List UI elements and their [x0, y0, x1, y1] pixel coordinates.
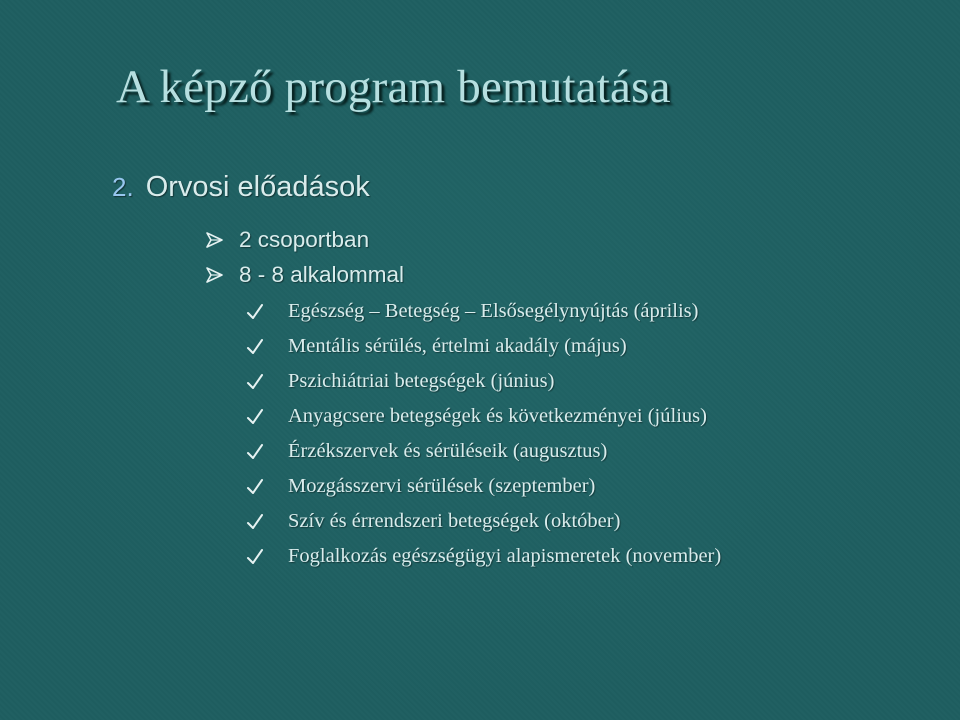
section-heading: Orvosi előadások: [145, 171, 370, 203]
list-item: [246, 434, 721, 469]
arrow-bullet-icon: [205, 265, 225, 285]
list-item: [246, 329, 721, 364]
list-item: [246, 504, 721, 539]
list-item: [246, 294, 721, 329]
checkmark-icon: [246, 548, 264, 566]
check-item-label: Foglalkozás egészségügyi alapismeretek (november): [288, 545, 722, 567]
list-item: [205, 257, 404, 292]
checkmark-icon: [246, 513, 264, 531]
checkmark-icon: [246, 373, 264, 391]
arrow-bullet-icon: [205, 230, 225, 250]
sub-bullet-list: [205, 222, 404, 292]
check-item-label: Érzékszervek és sérüléseik (augusztus): [288, 440, 608, 462]
check-item-label: Pszichiátriai betegségek (június): [288, 370, 555, 392]
section-heading-row: [112, 170, 370, 204]
checkmark-icon: [246, 338, 264, 356]
sub-item-label: 8 - 8 alkalommal: [239, 261, 405, 287]
checkmark-icon: [246, 303, 264, 321]
check-item-label: Szív és érrendszeri betegségek (október): [288, 510, 621, 532]
checkmark-icon: [246, 408, 264, 426]
list-item: [246, 539, 721, 574]
list-item: [246, 469, 721, 504]
section-number: 2.: [112, 172, 134, 202]
checkmark-icon: [246, 478, 264, 496]
list-item: [246, 364, 721, 399]
check-item-label: Mentális sérülés, értelmi akadály (május): [288, 335, 627, 357]
list-item: [246, 399, 721, 434]
slide-title: A képző program bemutatása: [116, 61, 671, 113]
check-item-label: Mozgásszervi sérülések (szeptember): [288, 475, 596, 497]
check-item-label: Egészség – Betegség – Elsősegélynyújtás (április): [288, 300, 699, 322]
checkmark-icon: [246, 443, 264, 461]
list-item: [205, 222, 404, 257]
check-bullet-list: [246, 294, 721, 574]
sub-item-label: 2 csoportban: [239, 226, 370, 252]
check-item-label: Anyagcsere betegségek és következményei (július): [288, 405, 707, 427]
